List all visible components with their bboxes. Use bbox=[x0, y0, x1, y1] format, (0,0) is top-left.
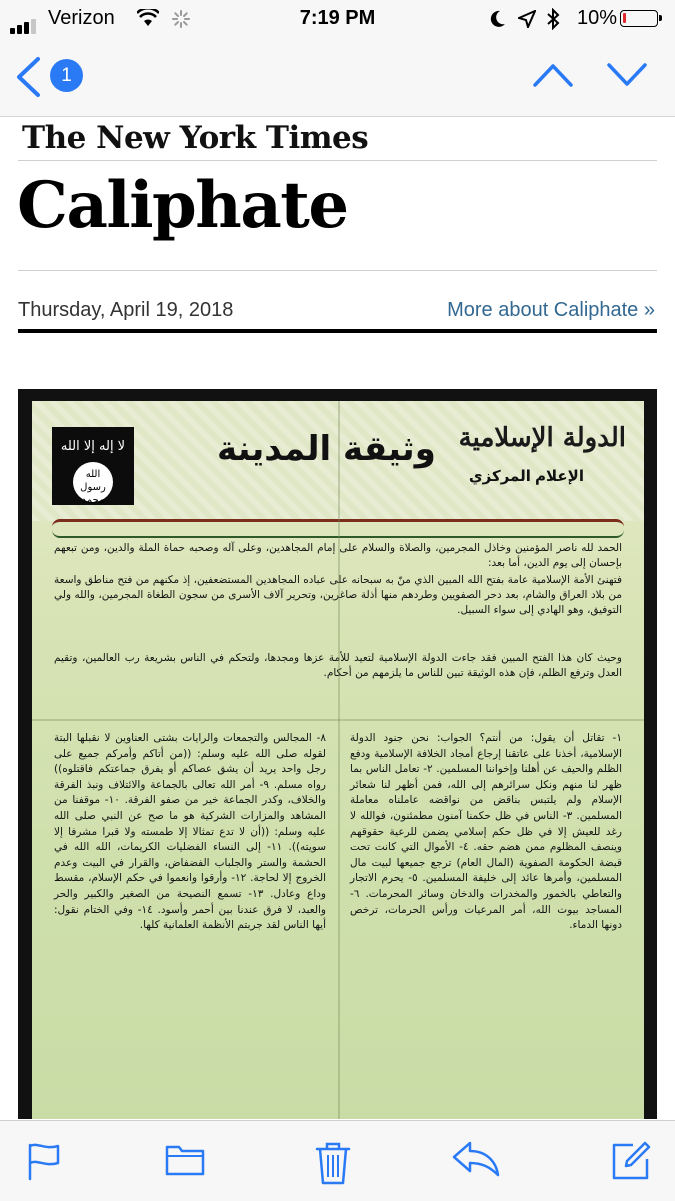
document-emblem-text: الدولة الإسلامية bbox=[458, 423, 626, 453]
unread-count-badge[interactable]: 1 bbox=[50, 59, 83, 92]
battery-icon bbox=[620, 10, 658, 27]
document-title: وثيقة المدينة bbox=[217, 429, 436, 469]
document-subtitle: الإعلام المركزي bbox=[468, 468, 584, 485]
next-message-button[interactable] bbox=[607, 62, 647, 88]
document-photo[interactable] bbox=[18, 389, 657, 1119]
paper-fold-line bbox=[338, 401, 340, 1119]
newsletter-date: Thursday, April 19, 2018 bbox=[18, 299, 234, 321]
reply-icon[interactable] bbox=[452, 1141, 500, 1177]
more-about-caliphate-link[interactable]: More about Caliphate » bbox=[447, 299, 655, 321]
document-intro-paragraph: فتهنئ الأمة الإسلامية عامة بفتح الله المبين الذي منّ به سبحانه على عباده المجاهدين المستضعفين، إذ مكنهم من فتح مناطق واسعة من بلاد العراق والشام، بعد دحر الصفويين وطردهم منها أذلة صاغرين، وتحرير آلاف الأسرى من سجون الطغاة المجرمين، والله ولي التوفيق، وهو الهادي إلى سواء السبيل. bbox=[54, 574, 622, 616]
flag-icon[interactable] bbox=[27, 1141, 61, 1181]
carrier-name: Verizon bbox=[48, 7, 115, 29]
flag-inscription: لا إله إلا الله bbox=[60, 439, 126, 454]
location-arrow-icon bbox=[518, 10, 536, 28]
title-divider bbox=[18, 270, 657, 271]
trash-icon[interactable] bbox=[315, 1141, 351, 1185]
document-left-column: ٨- المجالس والتجمعات والرايات بشتى العناوين لا نقبلها البتة لقوله صلى الله عليه وسلم: ((من أتاكم وأمركم جميع على رجل واحد يريد أن يشق عصاكم أو يفرق جماعتكم فاقتلوه)) رواه مسلم. ٩- أمر الله تعالى بالجماعة والائتلاف ونبذ الفرقة والخلاف، وكدر الجماعة خير من صفو الفرقة. ١٠- موقفنا من المشاهد والمزارات الشركية هو ما صح عن النبي صلى الله عليه وسلم: ((أن لا تدع تمثالا إلا طمسته ولا قبرا مشرفا إلا سويته)). ١١- إلى النساء الفضليات الكريمات، الله الله في الحشمة والستر والجلباب الفضفاض، والقرار في البيت وعدم الخروج إلا لحاجة. ١٢- وأرقوا وانعموا في حكم الإسلام، مقسط وداع وعادل. ١٣- تسمع النصيحة من الصغير والكبير والحر والعبد، لا فرق عندنا بين أحمر وأسود. ١٤- وفي الختام نقول: أيها الناس لقد جربتم الأنظمة العلمانية كلها. bbox=[54, 732, 327, 932]
previous-message-button[interactable] bbox=[533, 62, 573, 88]
document-intro-paragraph: الحمد لله ناصر المؤمنين وخاذل المجرمين، والصلاة والسلام على إمام المجاهدين، وعلى آله وصحبه حماة الملة والدين، ومن تبعهم بإحسان إلى يوم الدين، أما بعد: bbox=[54, 542, 622, 569]
battery-percentage: 10% bbox=[576, 7, 617, 29]
mail-toolbar bbox=[0, 1120, 675, 1201]
status-bar bbox=[0, 0, 675, 38]
mail-navigation-bar bbox=[0, 38, 675, 117]
black-flag-emblem bbox=[52, 427, 134, 505]
bluetooth-icon bbox=[546, 8, 560, 30]
document-paper bbox=[32, 401, 644, 1119]
document-intro-paragraph: وحيث كان هذا الفتح المبين فقد جاءت الدولة الإسلامية لتعيد للأمة عزها ومجدها، ولتحكم في الناس بشريعة رب العالمين، وتقيم العدل وترفع الظلم، فإن هذه الوثيقة تبين للناس ما يلزمهم من أحكام. bbox=[54, 652, 622, 679]
section-title: Caliphate bbox=[17, 168, 348, 243]
back-chevron-icon[interactable] bbox=[14, 56, 42, 98]
nyt-masthead-logo[interactable]: The New York Times bbox=[22, 120, 369, 156]
folder-icon[interactable] bbox=[165, 1141, 205, 1177]
paper-fold-line bbox=[32, 719, 644, 721]
document-right-column: ١- تقاتل أن يقول: من أنتم؟ الجواب: نحن جنود الدولة الإسلامية، أخذنا على عاتقنا إرجاع أمجاد الخلافة الإسلامية ودفع الظلم والحيف عن أهلنا وإخواننا المسلمين. ٢- تعامل الناس بما ظهر لنا منهم ونكل سرائرهم إلى الله، فمن أظهر لنا شعائر الإسلام ولم يلتبس بناقض من نواقضه عاملناه معاملة المسلمين. ٣- الناس في ظل حكمنا آمنون مطمئنون، فوالله لا رغد للعيش إلا في ظل حكم إسلامي يضمن للرعية حقوقهم وينصف المظلوم ممن هضم حقه. ٤- الأموال التي كانت تحت قبضة الحكومة الصفوية (المال العام) ترجع جميعها لبيت مال المسلمين، وأمرها عائد إلى خليفة المسلمين. ٥- يحرم الاتجار والتعاطي بالخمور والمخدرات والدخان وسائر المحرمات. ٦- المساجد بيوت الله، أمر المرعيات ورأس الحرمات، ترخص دونها الدماء. bbox=[350, 732, 622, 932]
flag-seal: الله رسول محمد bbox=[73, 462, 113, 502]
header-divider bbox=[18, 160, 657, 161]
moon-icon bbox=[490, 10, 506, 28]
clock-time: 7:19 PM bbox=[299, 7, 376, 29]
compose-icon[interactable] bbox=[611, 1141, 651, 1181]
thick-divider bbox=[18, 329, 657, 333]
